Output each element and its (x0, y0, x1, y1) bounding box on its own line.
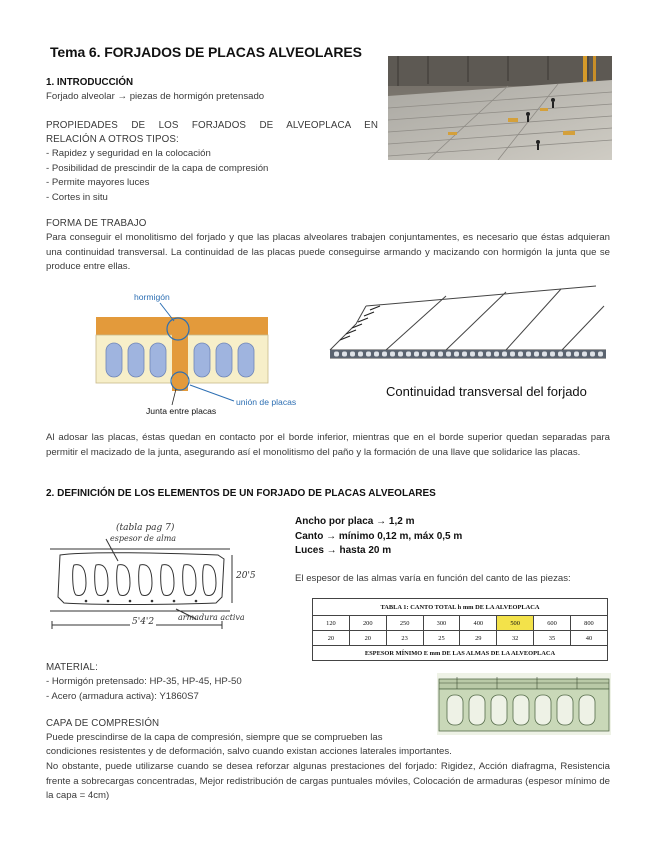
list-item: - Permite mayores luces (46, 177, 150, 189)
table-cell: 600 (534, 616, 571, 631)
spec-luces: Luces → hasta 20 m (295, 545, 392, 556)
list-item: - Acero (armadura activa): Y1860S7 (46, 690, 199, 702)
section2-heading: 2. DEFINICIÓN DE LOS ELEMENTOS DE UN FORJADO DE PLACAS ALVEOLARES (46, 488, 436, 499)
label-hormigon: hormigón (134, 292, 170, 302)
table-footer: ESPESOR MÍNIMO E mm DE LAS ALMAS DE LA ALVEOPLACA (313, 646, 608, 661)
table-cell: 250 (386, 616, 423, 631)
sketch-note-top: (tabla pag 7) (116, 523, 175, 533)
joint-diagram (94, 289, 306, 417)
sketch-dim-width: 5'4'2 (132, 617, 155, 627)
canto-table (312, 598, 608, 661)
capa-line2: condiciones resistentes y de deformación, salvo cuando existan acciones laterales importantes. (46, 746, 452, 757)
capa-line1: Puede prescindirse de la capa de compresión, siempre que se comprueben las (46, 732, 383, 743)
table-cell: 35 (534, 631, 571, 646)
table-cell: 200 (349, 616, 386, 631)
list-item: - Cortes in situ (46, 191, 108, 203)
table-cell: 32 (497, 631, 534, 646)
continuity-figure (326, 284, 610, 406)
list-item: - Posibilidad de prescindir de la capa de compresión (46, 162, 269, 174)
table-cell: 29 (460, 631, 497, 646)
section-drawing (437, 673, 611, 735)
table-row (313, 616, 608, 631)
espesor-line: El espesor de las almas varía en función del canto de las piezas: (295, 573, 571, 584)
forma-paragraph: Para conseguir el monolitismo del forjado y que las placas alveolares trabajen conjuntamentes, es necesario que éstas adquieran una continuidad transversal. La continuidad de las placas puede conseguirse armando y macizando con hormigón la junta que se produce entre ellas. (46, 232, 610, 273)
table-cell: 23 (386, 631, 423, 646)
capa-heading: CAPA DE COMPRESIÓN (46, 718, 160, 729)
intro-heading: 1. INTRODUCCIÓN (46, 77, 134, 88)
adosar-paragraph: Al adosar las placas, éstas quedan en contacto por el borde inferior, mientras que en el borde superior quedan separadas para permitir el macizado de la junta, asegurando así el monolitismo del paño y la formación de una llave que solidarice las placas. (46, 432, 610, 458)
table-cell: 25 (423, 631, 460, 646)
construction-photo (388, 56, 612, 160)
spec-ancho: Ancho por placa → 1,2 m (295, 516, 415, 527)
list-item: - Hormigón pretensado: HP-35, HP-45, HP-50 (46, 676, 242, 687)
table-cell: 300 (423, 616, 460, 631)
material-list (46, 675, 242, 704)
forma-heading: FORMA DE TRABAJO (46, 218, 147, 229)
spec-canto: Canto → mínimo 0,12 m, máx 0,5 m (295, 530, 463, 542)
sketch-note-armadura: armadura activa (178, 613, 245, 622)
specs-block (295, 515, 462, 559)
label-junta: Junta entre placas (146, 406, 217, 416)
table-row (313, 631, 608, 646)
capa-paragraph: No obstante, puede utilizarse cuando se desea reforzar algunas prestaciones del forjado: Rigidez, Acción diafragma, Resistencia frente a sobrecargas concentradas, Mejor redistribución de cargas puntuales móviles, Colocación de armaduras (espesor mínimo de la capa = 4cm) (46, 761, 610, 802)
list-item: - Rapidez y seguridad en la colocación (46, 148, 211, 159)
table-cell: 400 (460, 616, 497, 631)
table-cell: 20 (349, 631, 386, 646)
table-cell-highlight: 500 (497, 616, 534, 631)
table-cell: 800 (570, 616, 607, 631)
continuity-caption: Continuidad transversal del forjado (386, 384, 587, 399)
properties-heading-line2: RELACIÓN A OTROS TIPOS: (46, 134, 179, 145)
sketch-note-espesor: espesor de alma (110, 534, 177, 543)
properties-list (46, 147, 268, 205)
sketch-dim-height: 20'5 (236, 571, 256, 581)
table-title: TABLA 1: CANTO TOTAL h mm DE LA ALVEOPLACA (313, 599, 608, 616)
material-heading: MATERIAL: (46, 662, 98, 673)
table-cell: 120 (313, 616, 350, 631)
page-title: Tema 6. FORJADOS DE PLACAS ALVEOLARES (50, 44, 362, 60)
properties-heading-line1: PROPIEDADES DE LOS FORJADOS DE ALVEOPLACA EN (46, 120, 378, 131)
table-cell: 20 (313, 631, 350, 646)
table-cell: 40 (570, 631, 607, 646)
label-union: unión de placas (236, 397, 297, 407)
intro-line: Forjado alveolar → piezas de hormigón pretensado (46, 91, 265, 102)
alveoplaca-sketch (46, 515, 282, 633)
